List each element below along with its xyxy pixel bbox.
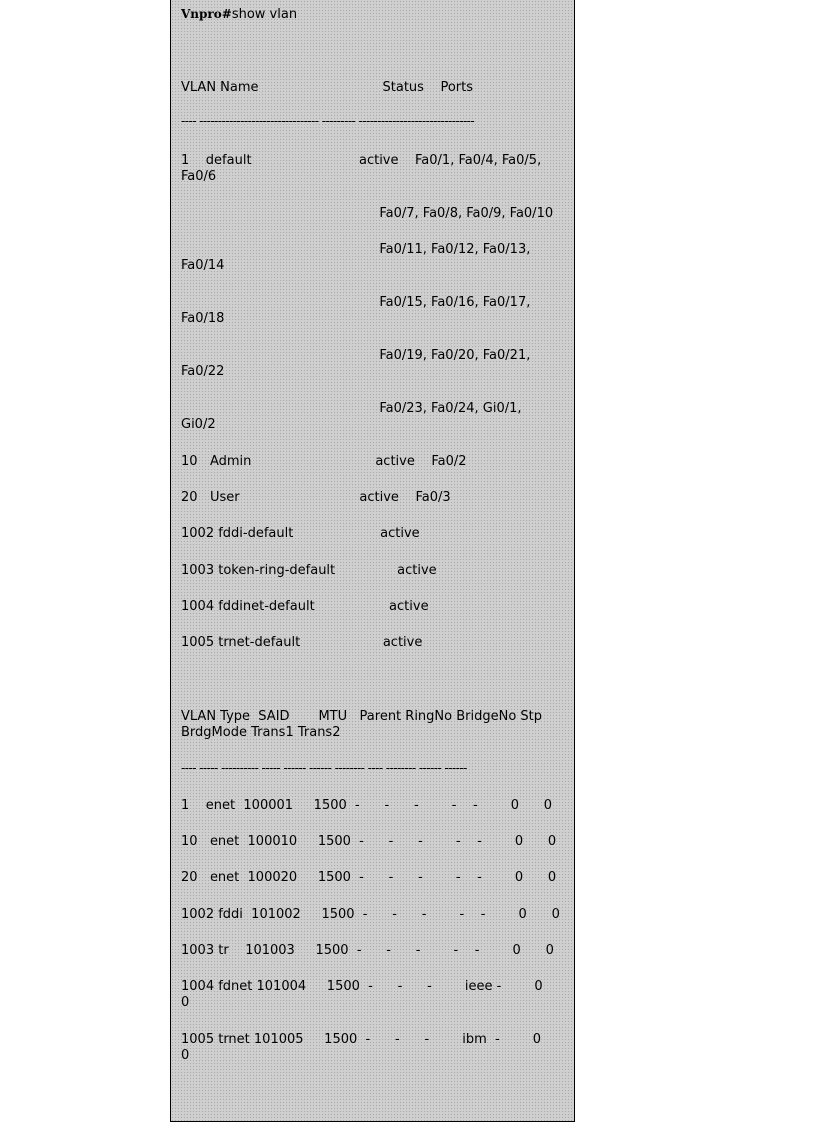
vlan-type-row: 1002 fddi 101002 1500 - - - - - 0 0 (181, 907, 560, 922)
vlan-row-continuation: Fa0/22 (181, 364, 225, 379)
vlan-type-row: 1003 tr 101003 1500 - - - - - 0 0 (181, 943, 554, 958)
vlan-type-row: 10 enet 100010 1500 - - - - - 0 0 (181, 834, 557, 849)
vlan-table-header: VLAN Name Status Ports (181, 80, 474, 95)
vlan-type-row: 1005 trnet 101005 1500 - - - ibm - 0 (181, 1032, 542, 1047)
vlan-type-row: 1 enet 100001 1500 - - - - - 0 0 (181, 798, 553, 813)
vlan-type-header-line2: BrdgMode Trans1 Trans2 (181, 725, 341, 740)
vlan-type-divider: ---- ----- ---------- ----- ------ ------ -------- ---- -------- ------ ------ (181, 761, 467, 775)
vlan-row: Fa0/23, Fa0/24, Gi0/1, (181, 401, 522, 416)
vlan-row-continuation: Gi0/2 (181, 417, 216, 432)
vlan-row-continuation: Fa0/14 (181, 258, 225, 273)
vlan-row: Fa0/19, Fa0/20, Fa0/21, (181, 348, 531, 363)
vlan-row: Fa0/15, Fa0/16, Fa0/17, (181, 295, 531, 310)
vlan-row: Fa0/7, Fa0/8, Fa0/9, Fa0/10 (181, 206, 554, 221)
vlan-row: 1005 trnet-default active (181, 635, 423, 650)
vlan-row: 1003 token-ring-default active (181, 563, 437, 578)
vlan-row: Fa0/11, Fa0/12, Fa0/13, (181, 242, 531, 257)
command-line (181, 6, 297, 23)
vlan-row: 1 default active Fa0/1, Fa0/4, Fa0/5, (181, 153, 542, 168)
vlan-row: 10 Admin active Fa0/2 (181, 454, 467, 469)
vlan-row-continuation: Fa0/6 (181, 169, 217, 184)
vlan-type-header-line1: VLAN Type SAID MTU Parent RingNo BridgeNo Stp (181, 709, 543, 724)
vlan-row: 20 User active Fa0/3 (181, 490, 451, 505)
vlan-table-divider: ---- -------------------------------- --------- ------------------------------- (181, 114, 475, 128)
vlan-type-row: 1004 fdnet 101004 1500 - - - ieee - 0 (181, 979, 543, 994)
vlan-type-row: 20 enet 100020 1500 - - - - - 0 0 (181, 870, 557, 885)
prompt: Vnpro# (181, 7, 232, 21)
vlan-row: 1002 fddi-default active (181, 526, 420, 541)
vlan-type-row-continuation: 0 (181, 995, 190, 1010)
command-text: show vlan (231, 7, 298, 22)
terminal-output (170, 0, 575, 1122)
vlan-row-continuation: Fa0/18 (181, 311, 225, 326)
vlan-row: 1004 fddinet-default active (181, 599, 429, 614)
vlan-type-row-continuation: 0 (181, 1048, 190, 1063)
